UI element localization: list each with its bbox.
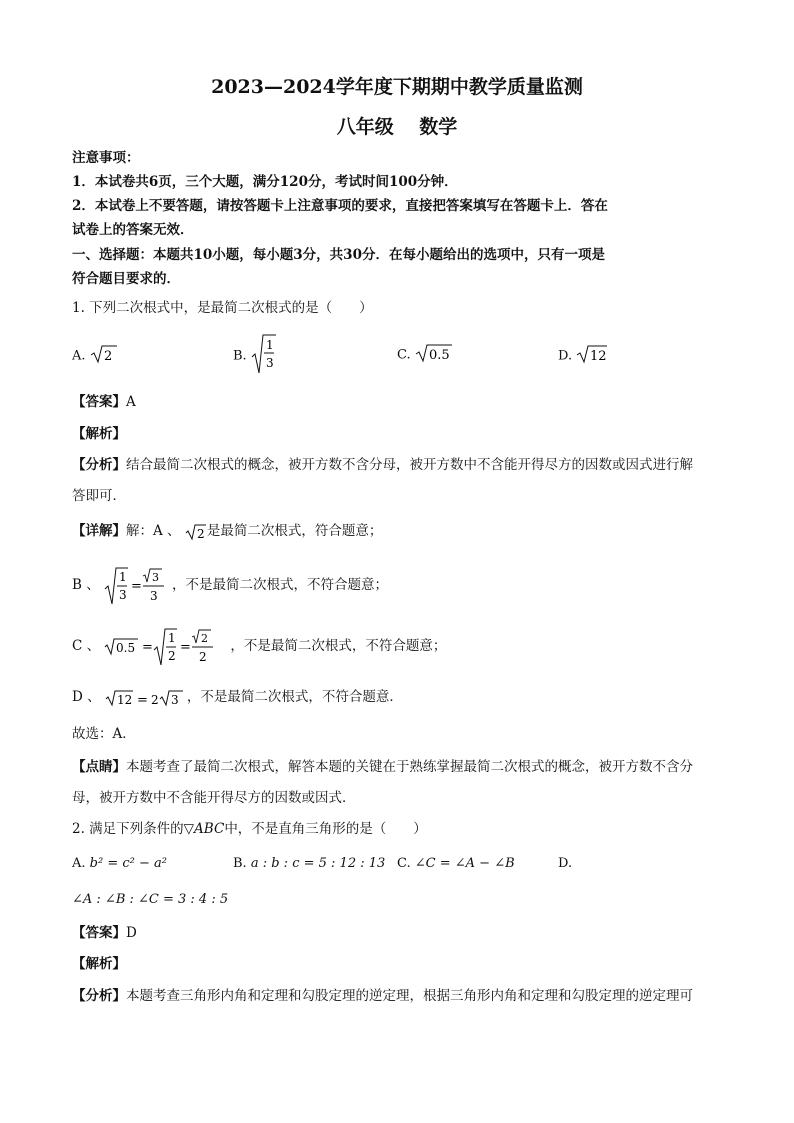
- q2-answer-value: D: [126, 925, 137, 941]
- svg-text:1: 1: [168, 630, 177, 645]
- q1-answer-value: A: [126, 394, 136, 410]
- q2-option-b: [233, 856, 385, 871]
- q1-option-b-num: 1: [265, 338, 274, 352]
- detail-tag: 【详解】: [72, 523, 126, 539]
- svg-text:2: 2: [196, 526, 205, 541]
- notice-heading: 注意事项：: [72, 150, 140, 166]
- q2-fenxi-line1: [72, 987, 693, 1005]
- q1-option-c-radicand: 0.5: [428, 348, 450, 363]
- detail-b-suffix: ，不是最简二次根式，不符合题意；: [172, 577, 389, 593]
- q1-option-a-label: A.: [72, 348, 86, 364]
- svg-text:2: 2: [199, 649, 208, 664]
- svg-text:2: 2: [201, 631, 209, 645]
- q1-option-b-den: 3: [265, 356, 274, 370]
- q1-option-d-label: D.: [558, 348, 573, 364]
- fenxi-tag: 【分析】: [72, 457, 126, 473]
- q2-stem-suffix: 中，不是直角三角形的是（ ）: [224, 821, 427, 837]
- analysis-tag: 【解析】: [72, 956, 126, 972]
- q1-detail-d: [72, 688, 403, 707]
- q2-analysis-tag: [72, 955, 126, 973]
- q2-option-a-label: A.: [72, 856, 86, 871]
- svg-text:1: 1: [119, 569, 127, 584]
- svg-text:3: 3: [152, 570, 160, 584]
- q1-option-a-radicand: 2: [103, 349, 112, 364]
- svg-text:=: =: [131, 578, 142, 594]
- sqrt-symbol-icon: [576, 344, 608, 368]
- q2-option-b-text: a : b : c = 5 : 12 : 13: [250, 856, 386, 871]
- q2-option-b-label: B.: [233, 856, 247, 871]
- q2-option-c: [397, 856, 515, 871]
- fenxi-tag: 【分析】: [72, 988, 126, 1004]
- q1-analysis-tag: [72, 425, 126, 443]
- sqrt-symbol-icon: [90, 344, 118, 368]
- section-1-line1: 一、选择题：本题共10小题，每小题3分，共30分．在每小题给出的选项中，只有一项是: [72, 247, 605, 263]
- q2-option-a-text: b² = c² − a²: [89, 856, 167, 871]
- svg-text:2: 2: [168, 648, 177, 663]
- q1-option-c-label: C.: [397, 347, 411, 363]
- q1-fenxi-line1: [72, 456, 693, 474]
- q1-option-b: [233, 333, 277, 379]
- sqrt-symbol-icon: [415, 343, 453, 367]
- detail-a-suffix: 是最简二次根式，符合题意；: [206, 523, 383, 539]
- notice-item-2b: 试卷上的答案无效．: [72, 222, 194, 238]
- q2-triangle: ▽ABC: [183, 821, 225, 837]
- sqrt-2-icon: [185, 523, 207, 541]
- q2-answer: [72, 924, 137, 942]
- q1-stem: 1. 下列二次根式中，是最简二次根式的是（ ）: [72, 300, 373, 316]
- answer-tag: 【答案】: [72, 394, 126, 410]
- q2-option-c-text: ∠C = ∠A − ∠B: [414, 856, 515, 871]
- q1-detail-c: [72, 626, 446, 666]
- q2-option-c-label: C.: [397, 856, 411, 871]
- q1-option-d: [558, 344, 608, 368]
- q1-fenxi-line2: 答即可．: [72, 488, 126, 504]
- notice-item-2a: 2．本试卷上不要答题，请按答题卡上注意事项的要求，直接把答案填写在答题卡上．答在: [72, 198, 608, 214]
- q1-detail-b: [72, 565, 388, 605]
- svg-text:0.5: 0.5: [116, 640, 136, 655]
- q1-dianqing-line1: [72, 758, 693, 776]
- svg-text:=: =: [142, 639, 154, 655]
- sqrt-half-equation-icon: [104, 627, 230, 667]
- detail-d-suffix: ，不是最简二次根式，不符合题意．: [186, 689, 403, 705]
- answer-tag: 【答案】: [72, 925, 126, 941]
- sqrt-fraction-icon: [251, 333, 277, 379]
- exam-title: 2023—2024学年度下期期中教学质量监测: [211, 76, 583, 98]
- exam-subtitle: 八年级 数学: [336, 116, 458, 138]
- svg-text:3: 3: [119, 587, 127, 602]
- notice-item-1: 1．本试卷共6页，三个大题，满分120分，考试时间100分钟．: [72, 174, 458, 190]
- q1-answer: [72, 393, 136, 411]
- q1-choose: 故选：A．: [72, 726, 136, 742]
- svg-text:3: 3: [170, 692, 179, 707]
- svg-text:12: 12: [116, 692, 133, 707]
- detail-a-prefix: 解：A 、: [126, 523, 181, 539]
- sqrt-12-equation-icon: [105, 689, 187, 707]
- q2-option-d-text: ∠A : ∠B : ∠C = 3 : 4 : 5: [72, 892, 229, 907]
- svg-text:3: 3: [150, 588, 158, 603]
- q2-stem-prefix: 2. 满足下列条件的: [72, 821, 184, 837]
- q1-detail-a: [72, 522, 382, 541]
- q2-option-d-label: D.: [558, 856, 573, 871]
- analysis-tag: 【解析】: [72, 426, 126, 442]
- q1-option-d-radicand: 12: [590, 349, 607, 364]
- detail-b-prefix: B 、: [72, 577, 100, 593]
- q1-option-a: [72, 344, 118, 368]
- sqrt-one-third-equation-icon: [104, 566, 172, 606]
- q1-option-b-label: B.: [233, 348, 247, 364]
- detail-c-prefix: C 、: [72, 638, 101, 654]
- svg-text:=: =: [136, 692, 148, 707]
- q1-dianqing-text1: 本题考查了最简二次根式，解答本题的关键在于熟练掌握最简二次根式的概念，被开方数不含分: [126, 759, 693, 775]
- q2-stem: [72, 820, 427, 838]
- q2-fenxi-text1: 本题考查三角形内角和定理和勾股定理的逆定理，根据三角形内角和定理和勾股定理的逆定理可: [126, 988, 693, 1004]
- svg-text:=: =: [180, 639, 192, 655]
- detail-c-suffix: ，不是最简二次根式，不符合题意；: [230, 638, 447, 654]
- section-1-line2: 符合题目要求的．: [72, 271, 180, 287]
- detail-d-prefix: D 、: [72, 689, 101, 705]
- q1-option-c: [397, 343, 453, 367]
- q1-fenxi-text1: 结合最简二次根式的概念，被开方数不含分母，被开方数中不含能开得尽方的因数或因式进行解: [126, 457, 693, 473]
- svg-text:2: 2: [150, 692, 159, 707]
- q2-option-a: [72, 856, 167, 871]
- q1-dianqing-line2: 母，被开方数中不含能开得尽方的因数或因式．: [72, 790, 356, 806]
- dianqing-tag: 【点睛】: [72, 759, 126, 775]
